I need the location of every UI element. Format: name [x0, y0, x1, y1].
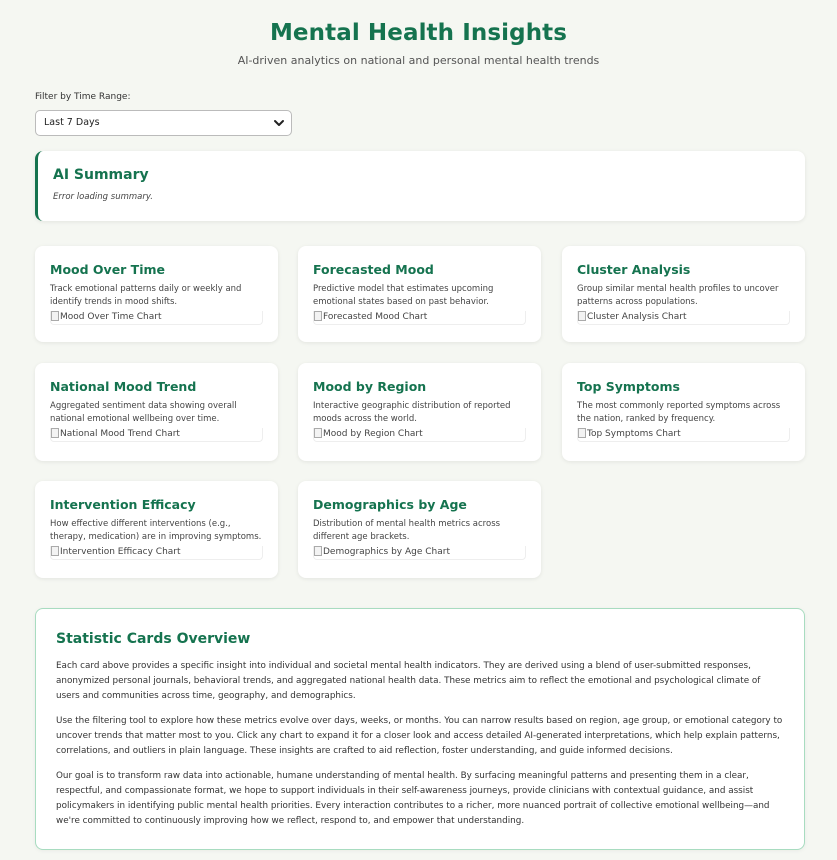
card-demographics-by-age[interactable]: [298, 481, 541, 578]
broken-image-icon: [51, 546, 59, 556]
chart-image-alt: Intervention Efficacy Chart: [60, 547, 181, 557]
chart-image-alt: Forecasted Mood Chart: [323, 312, 428, 322]
chart-image-alt: National Mood Trend Chart: [60, 429, 180, 439]
chart-image-placeholder[interactable]: [577, 311, 790, 325]
card-mood-over-time[interactable]: [35, 246, 278, 342]
chevron-down-icon: [273, 117, 285, 129]
filter-label: Filter by Time Range:: [35, 92, 131, 102]
page-title: Mental Health Insights: [269, 20, 568, 46]
broken-image-icon: [51, 428, 59, 438]
card-description: Predictive model that estimates upcoming emotional states based on past behavior.: [313, 284, 494, 307]
overview-paragraph: Use the filtering tool to explore how these metrics evolve over days, weeks, or months. You can narrow results based on region, age group, or emotional category to uncover trends that matter most to you. Click any chart to expand it for a closer look and access detailed AI-generated interpretations, which help explain patterns, correlations, and outliers in plain language. These insights are crafted to aid reflection, foster understanding, and guide informed decisions.: [56, 716, 783, 756]
ai-summary-title: AI Summary: [53, 167, 149, 183]
chart-image-placeholder[interactable]: [313, 428, 526, 442]
page-header: [0, 0, 837, 67]
overview-paragraph: Each card above provides a specific insight into individual and societal mental health indicators. They are derived using a blend of user-submitted responses, anonymized personal journals, behavioral trends, and aggregated national health data. These metrics aim to reflect the emotional and psychological climate of users and communities across time, geography, and demographics.: [56, 661, 761, 701]
card-description: The most commonly reported symptoms across the nation, ranked by frequency.: [577, 401, 781, 424]
card-description: Aggregated sentiment data showing overall national emotional wellbeing over time.: [50, 401, 237, 424]
chart-image-placeholder[interactable]: [50, 311, 263, 325]
chart-image-alt: Cluster Analysis Chart: [587, 312, 687, 322]
card-cluster-analysis[interactable]: [562, 246, 805, 342]
page-subtitle: AI-driven analytics on national and personal mental health trends: [237, 54, 600, 67]
broken-image-icon: [578, 428, 586, 438]
card-forecasted-mood[interactable]: [298, 246, 541, 342]
card-description: How effective different interventions (e.g., therapy, medication) are in improving symptoms.: [50, 519, 262, 542]
card-description: Distribution of mental health metrics across different age brackets.: [313, 519, 501, 542]
chart-image-placeholder[interactable]: [577, 428, 790, 442]
time-range-filter: [35, 92, 131, 128]
broken-image-icon: [578, 311, 586, 321]
broken-image-icon: [314, 428, 322, 438]
chart-image-alt: Mood by Region Chart: [323, 429, 423, 439]
card-title: Mood Over Time: [50, 262, 165, 277]
card-description: Track emotional patterns daily or weekly and identify trends in mood shifts.: [50, 284, 242, 307]
card-national-mood-trend[interactable]: [35, 363, 278, 461]
card-title: Demographics by Age: [313, 497, 467, 512]
broken-image-icon: [51, 311, 59, 321]
chart-image-placeholder[interactable]: [50, 546, 263, 560]
broken-image-icon: [314, 546, 322, 556]
statistic-cards-overview: [35, 608, 805, 850]
card-intervention-efficacy[interactable]: [35, 481, 278, 578]
chart-image-placeholder[interactable]: [313, 311, 526, 325]
card-description: Group similar mental health profiles to uncover patterns across populations.: [577, 284, 779, 307]
chart-image-alt: Top Symptoms Chart: [587, 429, 681, 439]
card-top-symptoms[interactable]: [562, 363, 805, 461]
time-range-select[interactable]: [35, 110, 292, 136]
overview-paragraph: Our goal is to transform raw data into actionable, humane understanding of mental health. By surfacing meaningful patterns and presenting them in a clear, respectful, and compassionate format, we hope to support individuals in their self-awareness journeys, provide clinicians with contextual guidance, and assist policymakers in identifying public mental health priorities. Every interaction contributes to a richer, more nuanced portrait of collective emotional wellbeing—and we're committed to continuously improving how we reflect, respond to, and empower that understanding.: [56, 771, 770, 826]
card-title: National Mood Trend: [50, 379, 197, 394]
chart-image-alt: Mood Over Time Chart: [60, 312, 162, 322]
card-title: Mood by Region: [313, 379, 427, 394]
card-title: Intervention Efficacy: [50, 497, 196, 512]
chart-image-alt: Demographics by Age Chart: [323, 547, 450, 557]
time-range-selected-value: Last 7 Days: [44, 117, 100, 128]
broken-image-icon: [314, 311, 322, 321]
ai-summary-panel: [35, 151, 805, 221]
chart-image-placeholder[interactable]: [313, 546, 526, 560]
overview-title: Statistic Cards Overview: [56, 631, 251, 647]
card-title: Forecasted Mood: [313, 262, 434, 277]
card-title: Top Symptoms: [577, 379, 680, 394]
card-mood-by-region[interactable]: [298, 363, 541, 461]
card-title: Cluster Analysis: [577, 262, 691, 277]
ai-summary-text: Error loading summary.: [53, 192, 153, 202]
chart-image-placeholder[interactable]: [50, 428, 263, 442]
card-description: Interactive geographic distribution of reported moods across the world.: [313, 401, 511, 424]
